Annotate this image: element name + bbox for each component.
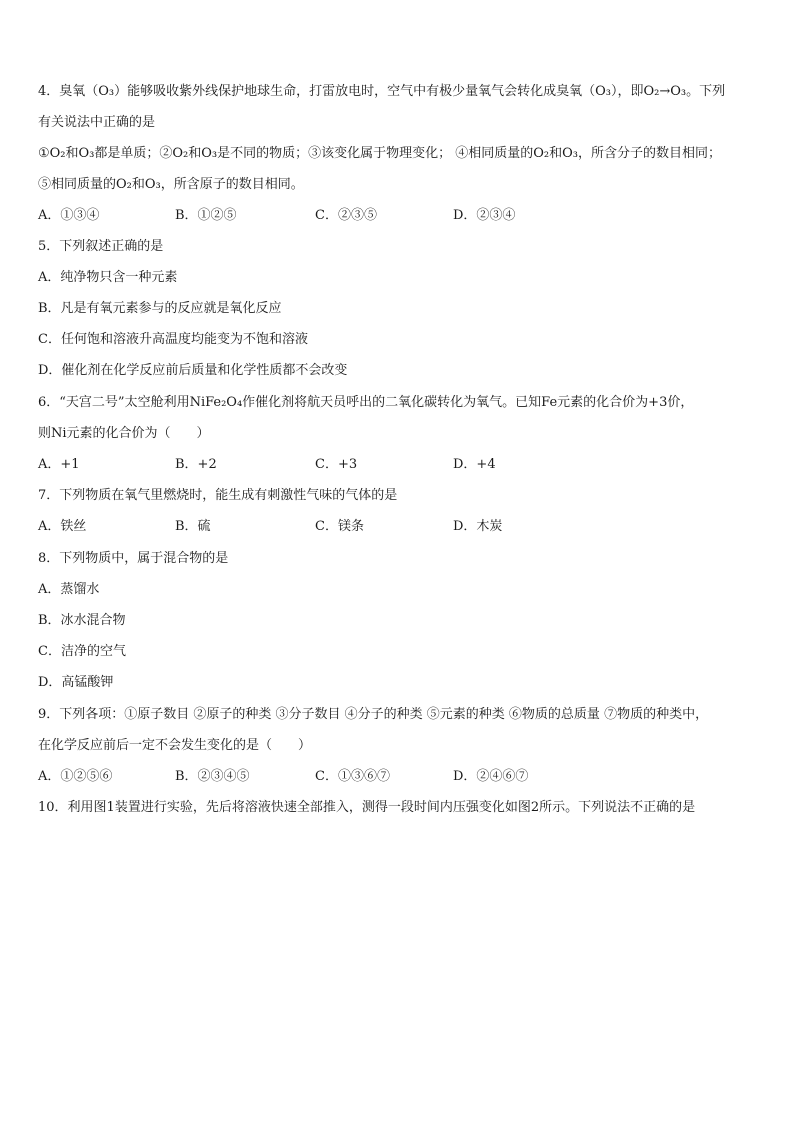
q5-stem: 5．下列叙述正确的是 bbox=[38, 239, 164, 254]
q5-option-d[interactable]: D．催化剂在化学反应前后质量和化学性质都不会改变 bbox=[38, 363, 348, 378]
q6-option-a[interactable]: A．+1 bbox=[38, 457, 80, 472]
q9-option-d[interactable]: D．②④⑥⑦ bbox=[453, 769, 529, 784]
q8-stem: 8．下列物质中，属于混合物的是 bbox=[38, 551, 229, 566]
q5-option-c[interactable]: C．任何饱和溶液升高温度均能变为不饱和溶液 bbox=[38, 332, 308, 347]
q4-option-c[interactable]: C．②③⑤ bbox=[315, 208, 377, 223]
q6-stem-line1: 6．“天宫二号”太空舱利用NiFe₂O₄作催化剂将航天员呼出的二氧化碳转化为氧气。已知Fe元素的化合价为+3价， bbox=[38, 395, 694, 410]
q6-option-c[interactable]: C．+3 bbox=[315, 457, 358, 472]
q4-statements-line2: ⑤相同质量的O₂和O₃，所含原子的数目相同。 bbox=[38, 177, 304, 192]
q7-stem: 7．下列物质在氧气里燃烧时，能生成有刺激性气味的气体的是 bbox=[38, 488, 398, 503]
q10-stem: 10．利用图1装置进行实验，先后将溶液快速全部推入，测得一段时间内压强变化如图2所示。下列说法不正确的是 bbox=[38, 800, 696, 815]
q6-option-b[interactable]: B．+2 bbox=[175, 457, 217, 472]
q6-option-d[interactable]: D．+4 bbox=[453, 457, 496, 472]
q6-options bbox=[38, 456, 758, 474]
q9-option-c[interactable]: C．①③⑥⑦ bbox=[315, 769, 390, 784]
q4-options bbox=[38, 207, 758, 225]
q7-option-b[interactable]: B．硫 bbox=[175, 519, 211, 534]
q4-option-a[interactable]: A．①③④ bbox=[38, 208, 100, 223]
q9-option-a[interactable]: A．①②⑤⑥ bbox=[38, 769, 113, 784]
q4-option-d[interactable]: D．②③④ bbox=[453, 208, 516, 223]
q4-option-b[interactable]: B．①②⑤ bbox=[175, 208, 237, 223]
q8-option-d[interactable]: D．高锰酸钾 bbox=[38, 675, 114, 690]
q9-stem-line2: 在化学反应前后一定不会发生变化的是（ ） bbox=[38, 738, 312, 753]
q4-stem-line2: 有关说法中正确的是 bbox=[38, 115, 156, 130]
q9-stem-line1: 9．下列各项：①原子数目 ②原子的种类 ③分子数目 ④分子的种类 ⑤元素的种类 ⑥物质的总质量 ⑦物质的种类中， bbox=[38, 707, 709, 722]
q8-option-a[interactable]: A．蒸馏水 bbox=[38, 582, 100, 597]
q7-option-c[interactable]: C．镁条 bbox=[315, 519, 364, 534]
q5-option-a[interactable]: A．纯净物只含一种元素 bbox=[38, 270, 178, 285]
q4-stem-line1: 4．臭氧（O₃）能够吸收紫外线保护地球生命，打雷放电时，空气中有极少量氧气会转化成臭氧（O₃），即O₂→O₃。下列 bbox=[38, 84, 726, 99]
q7-options bbox=[38, 518, 758, 536]
q9-option-b[interactable]: B．②③④⑤ bbox=[175, 769, 250, 784]
q7-option-d[interactable]: D．木炭 bbox=[453, 519, 503, 534]
q7-option-a[interactable]: A．铁丝 bbox=[38, 519, 87, 534]
q4-statements-line1: ①O₂和O₃都是单质；②O₂和O₃是不同的物质；③该变化属于物理变化； ④相同质量的O₂和O₃，所含分子的数目相同； bbox=[38, 146, 722, 161]
q8-option-b[interactable]: B．冰水混合物 bbox=[38, 613, 126, 628]
q5-option-b[interactable]: B．凡是有氧元素参与的反应就是氧化反应 bbox=[38, 301, 282, 316]
q9-options bbox=[38, 768, 758, 786]
q8-option-c[interactable]: C．洁净的空气 bbox=[38, 644, 126, 659]
q6-stem-line2: 则Ni元素的化合价为（ ） bbox=[38, 426, 210, 441]
